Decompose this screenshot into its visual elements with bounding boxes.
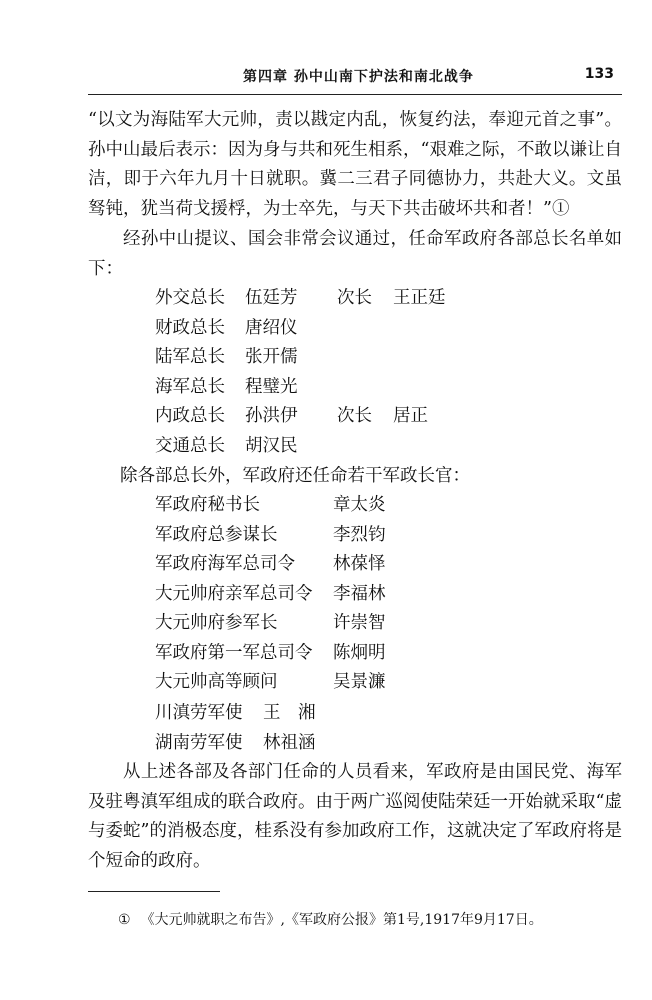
post: 大元帅府参军长 [155, 613, 278, 633]
post: 湖南劳军使 [155, 732, 243, 753]
page-number: 133 [584, 66, 614, 82]
paragraph-1: “以文为海陆军大元帅，责以戡定内乱，恢复约法，奉迎元首之事”。孙中山最后表示：因为身与共和死生相系，“艰难之际，不敢以谦让自洁，即于六年九月十日就职。冀二三君子同德协力，共赴大义。文虽驽钝，犹当荷戈援桴，为士卒先，与天下共击破坏共和者！”① [88, 110, 622, 219]
post: 陆军总长 [155, 347, 225, 367]
list-item [155, 314, 446, 344]
list-item [155, 284, 446, 314]
list-item [155, 668, 386, 698]
post: 大元帅府亲军总司令 [155, 583, 313, 604]
name: 李福林 [333, 583, 386, 604]
running-header [88, 66, 622, 95]
officials-list [155, 491, 386, 698]
name: 林葆怿 [333, 554, 386, 574]
paragraph-2: 经孙中山提议、国会非常会议通过，任命军政府各部总长名单如下： [88, 229, 622, 279]
chapter-title: 第四章 孙中山南下护法和南北战争 [243, 69, 474, 85]
post: 军政府秘书长 [155, 495, 260, 515]
paragraph-4: 从上述各部及各部门任命的人员看来，军政府是由国民党、海军及驻粤滇军组成的联合政府。由于两广巡阅使陆荣廷一开始就采取“虚与委蛇”的消极态度，桂系没有参加政府工作，这就决定了军政府将是个短命的政府。 [88, 762, 622, 871]
footnote-mark: ① [118, 912, 131, 928]
post: 军政府海军总司令 [155, 554, 295, 574]
footnote-divider [88, 891, 220, 892]
name: 李烈钧 [333, 524, 386, 545]
list-item [155, 729, 316, 759]
vice-name: 居正 [393, 406, 428, 426]
list-item [155, 699, 316, 729]
name: 陈炯明 [333, 642, 386, 663]
post: 军政府第一军总司令 [155, 642, 313, 663]
post: 外交总长 [155, 288, 225, 308]
list-item [155, 550, 386, 580]
vice-post: 次长 [337, 406, 372, 426]
name: 伍廷芳 [245, 288, 298, 308]
ministers-list [155, 284, 446, 461]
paragraph-3: 除各部总长外，军政府还任命若干军政长官： [120, 466, 470, 486]
list-item [155, 521, 386, 551]
post: 军政府总参谋长 [155, 524, 278, 545]
name: 唐绍仪 [245, 317, 298, 338]
list-item [155, 432, 446, 462]
name: 王 湘 [263, 703, 316, 723]
name: 章太炎 [333, 495, 386, 515]
post: 大元帅高等顾问 [155, 672, 278, 692]
list-item [155, 343, 446, 373]
name: 孙洪伊 [245, 406, 298, 426]
list-item [155, 639, 386, 669]
post: 川滇劳军使 [155, 703, 243, 723]
list-item [155, 491, 386, 521]
name: 吴景濂 [333, 672, 386, 692]
post: 海军总长 [155, 376, 225, 397]
name: 程璧光 [245, 376, 298, 397]
list-item [155, 609, 386, 639]
name: 张开儒 [245, 347, 298, 367]
vice-name: 王正廷 [393, 288, 446, 308]
footnote [118, 909, 543, 931]
post: 交通总长 [155, 435, 225, 456]
vice-post: 次长 [337, 288, 372, 308]
list-item [155, 402, 446, 432]
footnote-text: 《大元帅就职之布告》,《军政府公报》第1号,1917年9月17日。 [140, 912, 543, 928]
list-item [155, 373, 446, 403]
name: 林祖涵 [263, 732, 316, 753]
post: 财政总长 [155, 317, 225, 338]
list-item [155, 580, 386, 610]
post: 内政总长 [155, 406, 225, 426]
name: 胡汉民 [245, 435, 298, 456]
name: 许崇智 [333, 613, 386, 633]
envoys-list [155, 699, 316, 758]
